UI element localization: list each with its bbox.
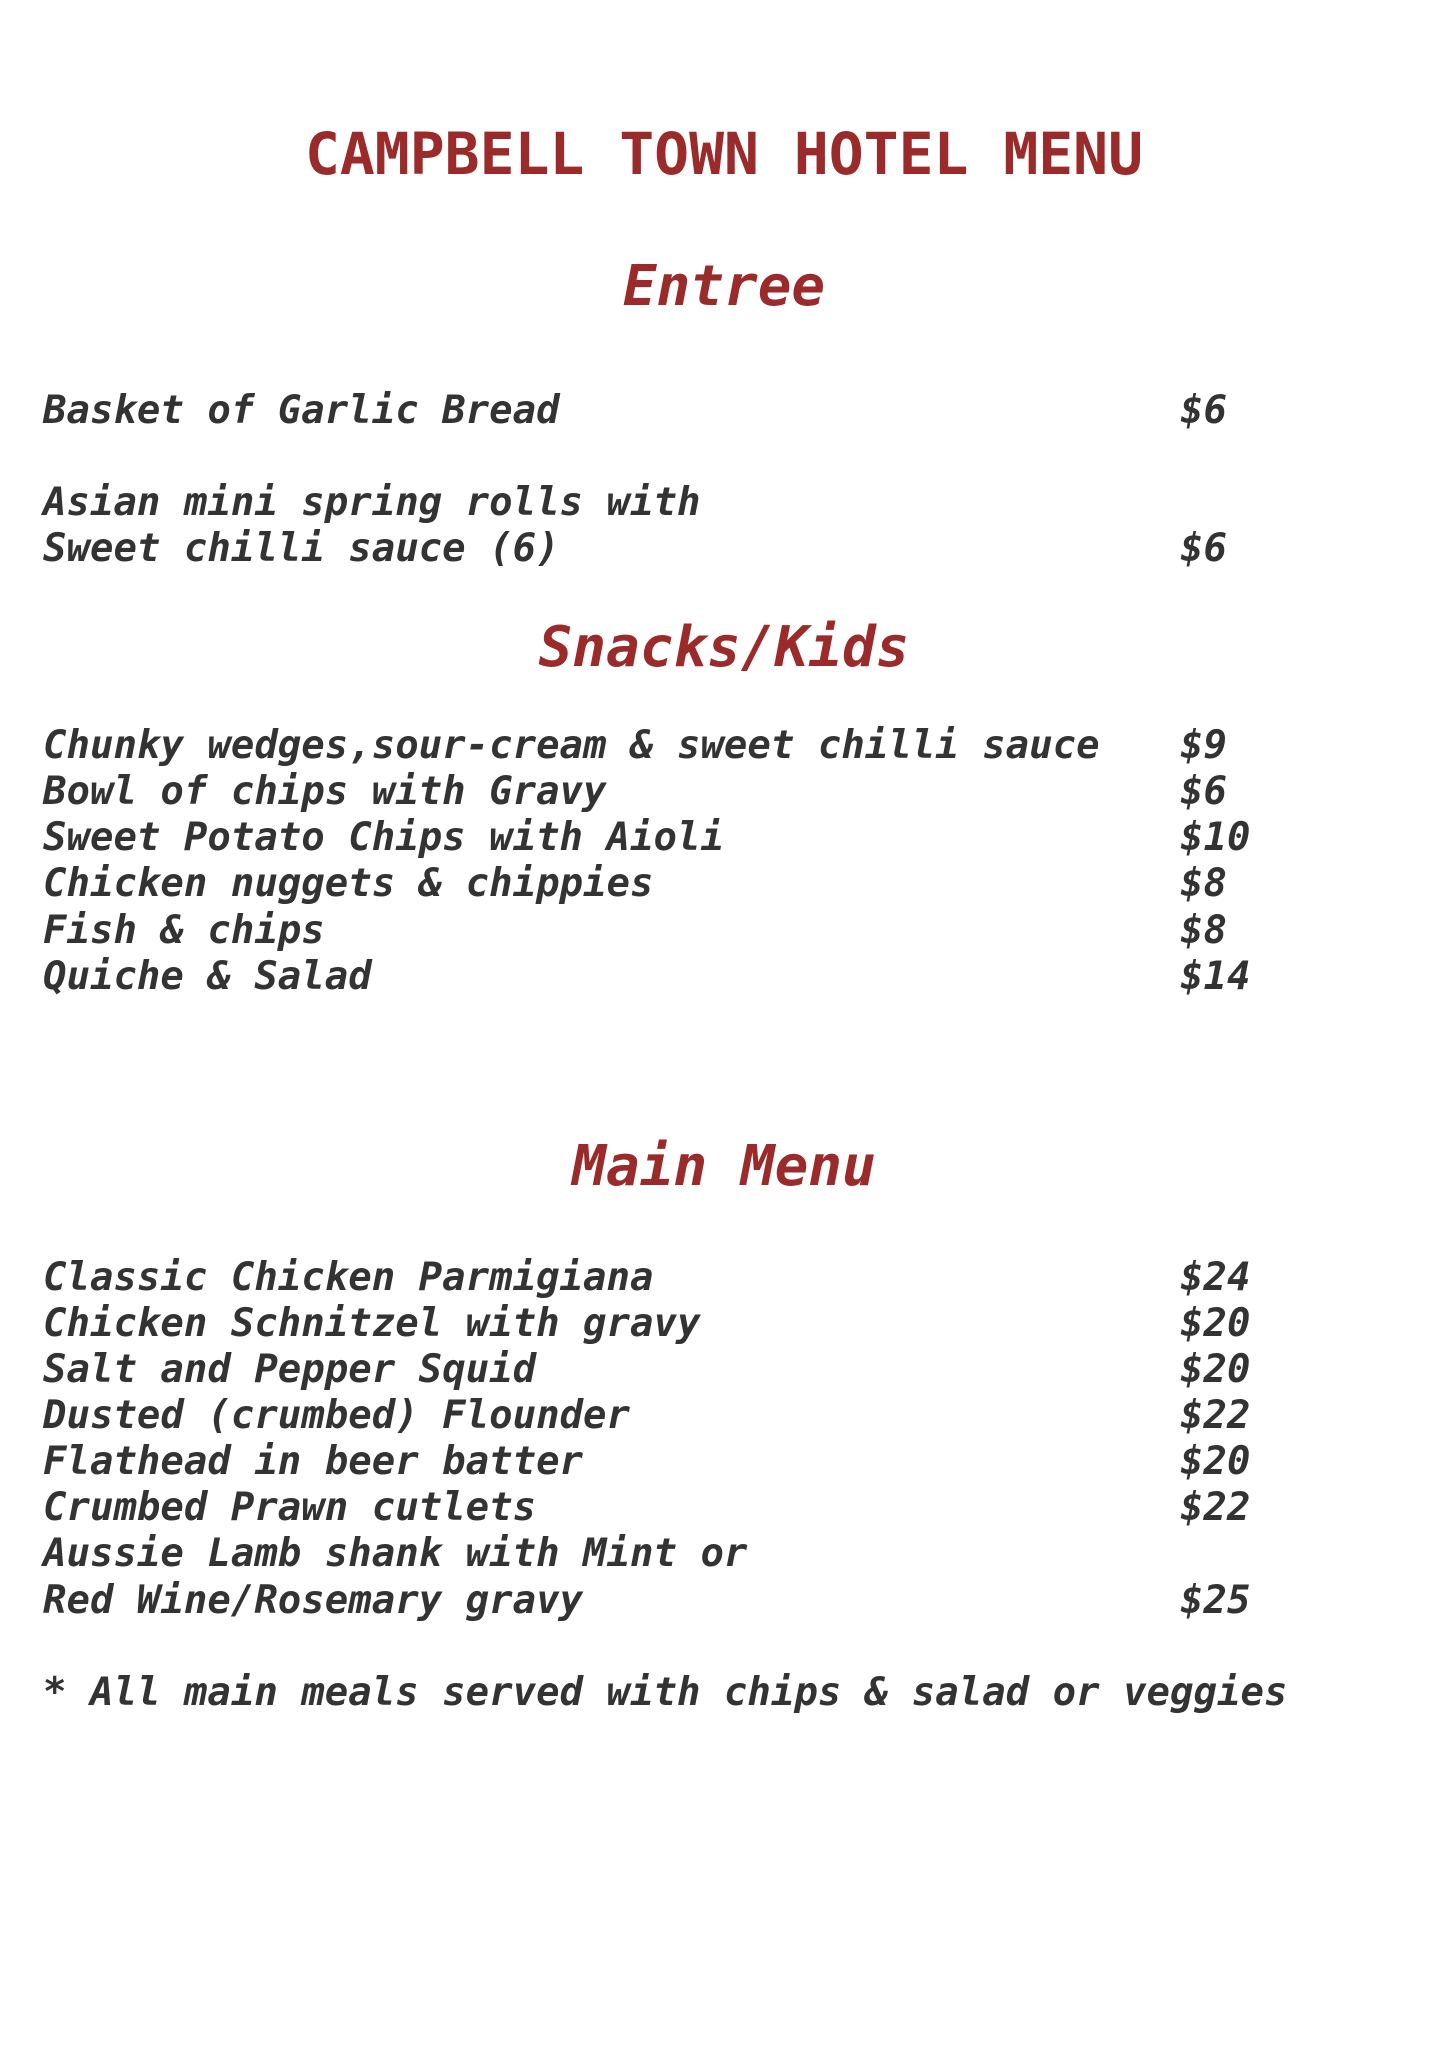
item-price: $25 bbox=[1180, 1578, 1251, 1623]
item-price: $9 bbox=[1180, 723, 1227, 768]
item-price: $22 bbox=[1180, 1485, 1251, 1530]
item-price: $24 bbox=[1180, 1255, 1251, 1300]
item-name: Quiche & Salad bbox=[43, 954, 372, 999]
item-price: $22 bbox=[1180, 1393, 1251, 1438]
item-name: Chicken Schnitzel with gravy bbox=[43, 1301, 701, 1346]
item-name: Dusted (crumbed) Flounder bbox=[43, 1393, 630, 1438]
item-price: $8 bbox=[1180, 908, 1227, 953]
item-name: Crumbed Prawn cutlets bbox=[43, 1485, 537, 1530]
item-name: Aussie Lamb shank with Mint or bbox=[43, 1531, 748, 1576]
item-name-line2: Red Wine/Rosemary gravy bbox=[43, 1578, 584, 1623]
section-heading-snacks-kids: Snacks/Kids bbox=[538, 615, 910, 680]
item-price: $8 bbox=[1180, 861, 1227, 906]
menu-item bbox=[43, 1393, 1403, 1439]
item-name: Salt and Pepper Squid bbox=[43, 1347, 537, 1392]
menu-item bbox=[43, 954, 1403, 1000]
menu-item-continued bbox=[43, 1578, 1403, 1624]
item-name: Bowl of chips with Gravy bbox=[43, 769, 607, 814]
footnote: * All main meals served with chips & salad or veggies bbox=[43, 1670, 1288, 1715]
section-heading-entree: Entree bbox=[622, 254, 826, 319]
item-price: $20 bbox=[1180, 1439, 1251, 1484]
menu-item bbox=[43, 908, 1403, 954]
menu-item bbox=[43, 388, 1403, 434]
item-name: Flathead in beer batter bbox=[43, 1439, 584, 1484]
menu-item bbox=[43, 769, 1403, 815]
menu-item bbox=[43, 1301, 1403, 1347]
menu-item bbox=[43, 861, 1403, 907]
item-name: Basket of Garlic Bread bbox=[43, 388, 560, 433]
item-name: Sweet Potato Chips with Aioli bbox=[43, 815, 724, 860]
menu-item bbox=[43, 1255, 1403, 1301]
item-name: Chunky wedges,sour-cream & sweet chilli sauce bbox=[43, 723, 1100, 768]
item-name: Asian mini spring rolls with bbox=[43, 480, 701, 525]
section-heading-main-menu: Main Menu bbox=[572, 1134, 876, 1199]
item-price: $6 bbox=[1180, 769, 1227, 814]
menu-item bbox=[43, 480, 1403, 526]
menu-title: CAMPBELL TOWN HOTEL MENU bbox=[304, 120, 1144, 188]
item-price: $6 bbox=[1180, 526, 1227, 571]
item-price: $20 bbox=[1180, 1301, 1251, 1346]
menu-item bbox=[43, 1439, 1403, 1485]
menu-item-continued bbox=[43, 526, 1403, 572]
item-price: $20 bbox=[1180, 1347, 1251, 1392]
menu-item bbox=[43, 1531, 1403, 1577]
menu-item bbox=[43, 1347, 1403, 1393]
menu-item bbox=[43, 723, 1403, 769]
item-name-line2: Sweet chilli sauce (6) bbox=[43, 526, 560, 571]
item-price: $14 bbox=[1180, 954, 1251, 999]
item-name: Fish & chips bbox=[43, 908, 325, 953]
item-price: $10 bbox=[1180, 815, 1251, 860]
item-name: Classic Chicken Parmigiana bbox=[43, 1255, 654, 1300]
menu-item bbox=[43, 1485, 1403, 1531]
item-name: Chicken nuggets & chippies bbox=[43, 861, 654, 906]
item-price: $6 bbox=[1180, 388, 1227, 433]
menu-item bbox=[43, 815, 1403, 861]
